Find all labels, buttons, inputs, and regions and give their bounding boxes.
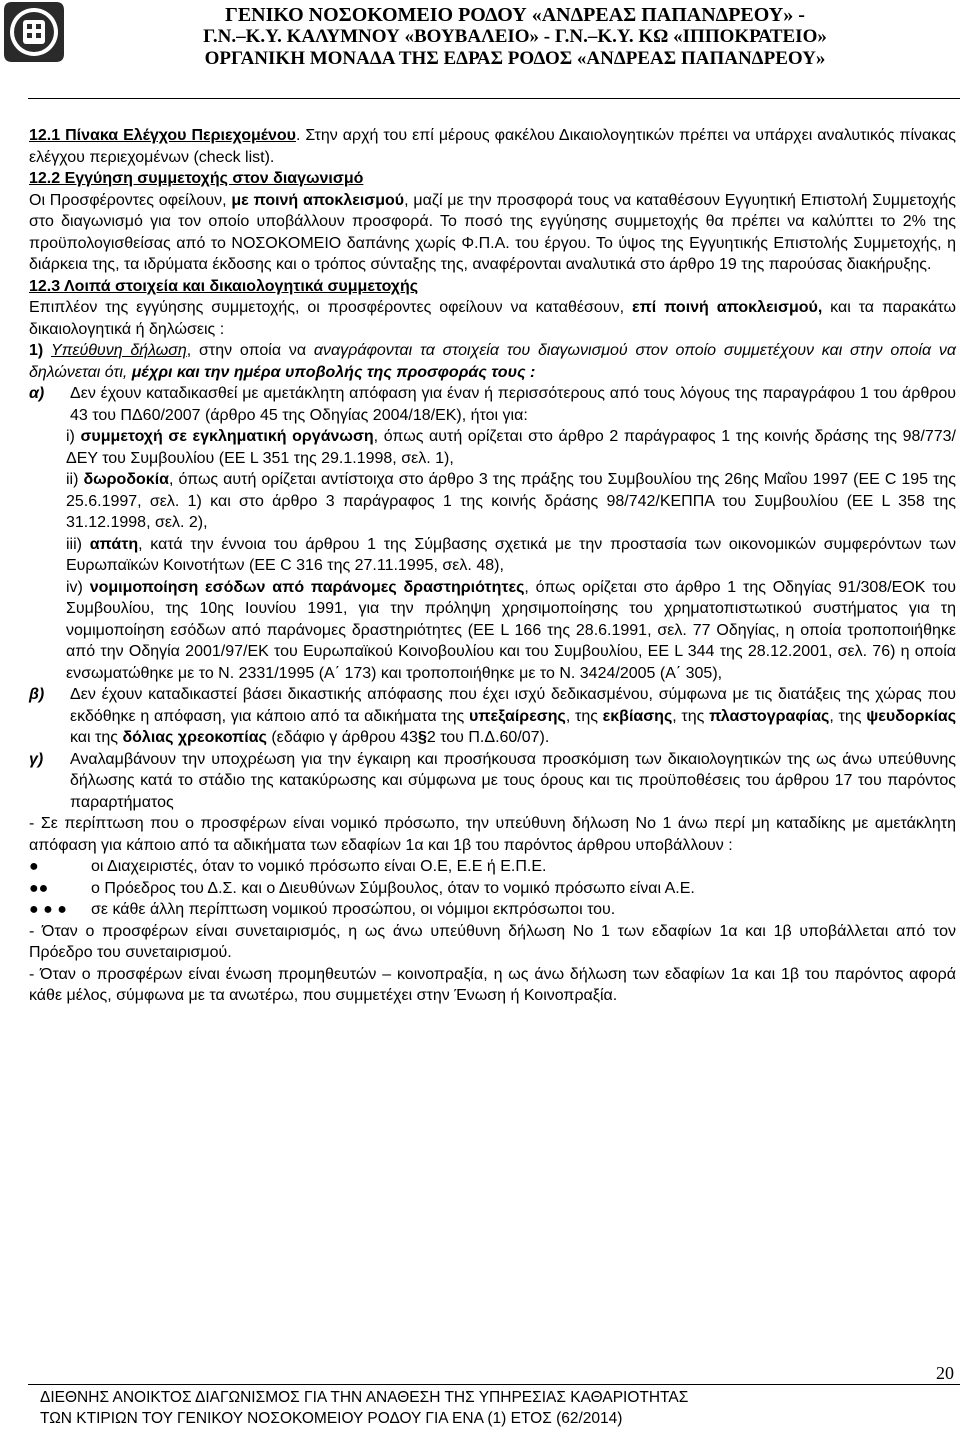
s123-t2: και τα παρακάτω δικαιολογητικά ή δηλώσεις : xyxy=(29,299,957,338)
section-12-1-title: 12.1 Πίνακα Ελέγχου Περιεχομένου xyxy=(29,127,296,144)
footer-line-1: ΔΙΕΘΝΗΣ ΑΝΟΙΚΤΟΣ ΔΙΑΓΩΝΙΣΜΟΣ ΓΙΑ ΤΗΝ ΑΝΑΘΕΣΗ ΤΗΣ ΥΠΗΡΕΣΙΑΣ ΚΑΘΑΡΙΟΤΗΤΑΣ xyxy=(40,1389,689,1406)
declaration-bold-italic: μέχρι και την ημέρα υποβολής της προσφοράς τους : xyxy=(131,363,536,381)
a-iii-text: , κατά την έννοια του άρθρου 1 της Σύμβασης σχετικά με την προστασία των οικονομικών συμφερόντων των Ευρωπαϊκών Κοινοτήτων (ΕΕ C 316 της 27.11.1995, σελ. 48), xyxy=(66,535,957,574)
bullet-3-text: σε κάθε άλλη περίπτωση νομικού προσώπου, οι νόμιμοι εκπρόσωποι του. xyxy=(91,901,616,918)
page-number: 20 xyxy=(936,1363,954,1383)
bullet-3 xyxy=(29,899,956,921)
section-12-3-intro xyxy=(29,297,956,340)
declaration-1 xyxy=(29,340,956,383)
b-b6: § xyxy=(417,729,427,746)
a-iii-pre: iii) xyxy=(66,535,90,553)
bullet-2 xyxy=(29,878,956,900)
section-12-1-text: . Στην αρχή του επί μέρους φακέλου Δικαιολογητικών πρέπει να υπάρχει αναλυτικός πίνακας ελέγχου περιεχομένων (check list). xyxy=(29,127,957,166)
s123-t1: Επιπλέον της εγγύησης συμμετοχής, οι προσφέροντες οφείλουν να καταθέσουν, xyxy=(29,299,632,316)
b-t7: 2 του Π.Δ.60/07). xyxy=(426,729,550,746)
footer-line-2: ΤΩΝ ΚΤΙΡΙΩΝ ΤΟΥ ΓΕΝΙΚΟΥ ΝΟΣΟΚΟΜΕΙΟΥ ΡΟΔΟΥ ΓΙΑ ΕΝΑ (1) ΕΤΟΣ (62/2014) xyxy=(40,1410,623,1427)
section-12-2-text xyxy=(29,190,956,276)
declaration-number: 1) xyxy=(29,342,44,359)
a-iv-text: , όπως ορίζεται στο άρθρο 1 της Οδηγίας 91/308/ΕΟΚ του Συμβουλίου, της 10ης Ιουνίου 1991, για την πρόληψη χρησιμοποίησης του χρηματοπιστωτικού συστήματος για τη νομιμοποίηση εσόδων από παράνομες δραστηριότητες (ΕΕ L 166 της 28.6.1991, σελ. 77 Οδηγίας, η οποία τροποποιήθηκε από την Οδηγία 2001/97/ΕΚ του Ευρωπαϊκού Κοινοβουλίου και του Συμβουλίου, ΕΕ L 344 της 28.12.2001, σελ. 76) η οποία ενσωματώθηκε με το Ν. 2331/1995 (Α΄ 173) και τροποποιήθηκε με το Ν. 3424/2005 (Α΄ 305), xyxy=(66,578,957,682)
declaration-label: Υπεύθυνη δήλωση xyxy=(51,342,187,359)
bullet-1-text: οι Διαχειριστές, όταν το νομικό πρόσωπο είναι Ο.Ε, Ε.Ε ή Ε.Π.Ε. xyxy=(91,858,547,875)
bullet-2-dots: ●● xyxy=(29,879,49,897)
b-t5: και της xyxy=(70,729,123,746)
a-iv-bold: νομιμοποίηση εσόδων από παράνομες δραστηριότητες xyxy=(89,578,525,596)
a-iii-bold: απάτη xyxy=(89,535,139,553)
section-12-3-title xyxy=(29,276,956,298)
item-c-label: γ) xyxy=(29,750,44,768)
declaration-t1: , στην οποία να xyxy=(186,342,314,359)
s122-t1: Οι Προσφέροντες οφείλουν, xyxy=(29,191,232,209)
document-body xyxy=(29,125,956,1007)
header-line-3: ΟΡΓΑΝΙΚΗ ΜΟΝΑΔΑ ΤΗΣ ΕΔΡΑΣ ΡΟΔΟΣ «ΑΝΔΡΕΑΣ ΠΑΠΑΝΔΡΕΟΥ» xyxy=(204,48,826,69)
b-t2: , της xyxy=(565,707,603,725)
section-12-1 xyxy=(29,125,956,168)
s123-t1b: επί ποινή αποκλεισμού, xyxy=(631,299,823,316)
a-ii-pre: ii) xyxy=(66,471,84,488)
b-t6: (εδάφιο γ άρθρου 43 xyxy=(266,729,418,746)
b-b3: πλαστογραφίας xyxy=(709,707,830,725)
item-c-text: Αναλαμβάνουν την υποχρέωση για την έγκαιρη και προσήκουσα προσκόμιση των δικαιολογητικών της ως άνω υπεύθυνης δήλωσης κατά το στάδιο της κατακύρωσης και σύμφωνα με τους όρους και τις προϋποθέσεις του άρθρου 17 του παρόντος παραρτήματος xyxy=(70,750,956,811)
a-ii-text: , όπως αυτή ορίζεται αντίστοιχα στο άρθρο 3 της πράξης του Συμβουλίου της 26ης Μαΐου 1997 (ΕΕ C 195 της 25.6.1997, σελ. 1) και στο άρθρο 3 παράγραφος 1 της κοινής δράσης 98/742/ΚΕΠΠΑ του Συμβουλίου (ΕΕ L 358 της 31.12.1998, σελ. 2), xyxy=(66,471,956,531)
document-header xyxy=(70,4,960,70)
item-a-label: α) xyxy=(29,385,45,402)
section-12-2-title xyxy=(29,168,956,190)
a-ii-bold: δωροδοκία xyxy=(83,471,170,488)
header-divider xyxy=(28,98,960,99)
b-t4: , της xyxy=(829,707,867,725)
item-b xyxy=(29,684,956,749)
a-i-text: , όπως αυτή ορίζεται στο άρθρο 2 παράγραφος 1 της κοινής δράσης της 98/773/ΔΕΥ του Συμβουλίου (ΕΕ L 351 της 29.1.1998, σελ. 1), xyxy=(66,428,956,467)
footer-divider xyxy=(28,1384,960,1385)
s122-t2: , μαζί με την προσφορά τους να καταθέσουν Εγγυητική Επιστολή Συμμετοχής στο διαγωνισμό για τον οποίο υποβάλλουν προσφορά. Το ποσό της εγγύησης συμμετοχής θα πρέπει να καλύπτει το 2% της προϋπολογισθείσας από το ΝΟΣΟΚΟΜΕΙΟ δαπάνης χωρίς Φ.Π.Α. του έργου. Το ύψος της Εγγυητικής Επιστολής Συμμετοχής, η διάρκεια της, τα ιδρύματα έκδοσης και ο τρόπος σύνταξης της, αναφέρονται αναλυτικά στο άρθρο 19 της παρούσας διακήρυξης. xyxy=(29,191,957,273)
b-b2: εκβίασης xyxy=(602,707,673,725)
bullet-1 xyxy=(29,856,956,878)
header-line-2: Γ.Ν.–Κ.Υ. ΚΑΛΥΜΝΟΥ «ΒΟΥΒΑΛΕΙΟ» - Γ.Ν.–Κ.Υ. ΚΩ «ΙΠΠΟΚΡΑΤΕΙΟ» xyxy=(203,26,827,47)
b-b4: ψευδορκίας xyxy=(866,707,957,725)
item-a-iii xyxy=(29,534,956,577)
a-iv-pre: iv) xyxy=(66,578,90,596)
item-a-iv xyxy=(29,577,956,685)
bullet-2-text: ο Πρόεδρος του Δ.Σ. και ο Διευθύνων Σύμβουλος, όταν το νομικό πρόσωπο είναι Α.Ε. xyxy=(91,879,695,897)
item-a xyxy=(29,383,956,426)
section-12-2-title-text: 12.2 Εγγύηση συμμετοχής στον διαγωνισμό xyxy=(29,170,364,187)
bullet-3-dots: ● ● ● xyxy=(29,901,67,918)
a-i-pre: i) xyxy=(66,428,81,445)
item-a-i xyxy=(29,426,956,469)
s122-t1b: με ποινή αποκλεισμού xyxy=(231,191,405,209)
legal-entity-note: - Σε περίπτωση που ο προσφέρων είναι νομικό πρόσωπο, την υπεύθυνη δήλωση Νο 1 άνω περί μη καταδίκης με αμετάκλητη απόφαση για κάποιο από τα αδικήματα των εδαφίων 1α και 1β του παρόντος άρθρου υποβάλλουν : xyxy=(29,815,956,854)
section-12-3-title-text: 12.3 Λοιπά στοιχεία και δικαιολογητικά συμμετοχής xyxy=(29,277,419,295)
b-t1: Δεν έχουν καταδικαστεί βάσει δικαστικής απόφασης που έχει ισχύ δεδικασμένου, σύμφωνα με τις διατάξεις της χώρας που εκδόθηκε η απόφαση, για κάποιο από τα αδικήματα της xyxy=(70,686,956,725)
item-a-text: Δεν έχουν καταδικασθεί με αμετάκλητη απόφαση για έναν ή περισσότερους από τους λόγους της παραγράφου 1 του άρθρου 43 του ΠΔ60/2007 (άρθρο 45 της Οδηγίας 2004/18/ΕΚ), ήτοι για: xyxy=(70,385,956,424)
item-b-label: β) xyxy=(29,686,45,703)
b-t3: , της xyxy=(672,707,710,725)
bullet-1-dots: ● xyxy=(29,858,39,875)
declaration-italic: αναγράφονται τα στοιχεία του διαγωνισμού στον οποίο συμμετέχουν και στην οποία να δηλώνεται ότι, xyxy=(29,342,957,381)
hospital-logo xyxy=(4,2,64,62)
b-b1: υπεξαίρεσης xyxy=(468,707,566,725)
a-i-bold: συμμετοχή σε εγκληματική οργάνωση xyxy=(80,428,374,445)
item-a-ii xyxy=(29,469,956,534)
cooperative-note: - Όταν ο προσφέρων είναι συνεταιρισμός, η ως άνω υπεύθυνη δήλωση Νο 1 των εδαφίων 1α και 1β υποβάλλεται από τον Πρόεδρο του συνεταιρισμού. xyxy=(29,922,956,961)
b-b5: δόλιας χρεοκοπίας xyxy=(122,729,267,746)
item-c xyxy=(29,749,956,814)
document-footer xyxy=(40,1387,940,1429)
consortium-note: - Όταν ο προσφέρων είναι ένωση προμηθευτών – κοινοπραξία, η ως άνω δήλωση των εδαφίων 1α και 1β του παρόντος αφορά κάθε μέλος, σύμφωνα με τα ανωτέρω, που συμμετέχει στην Ένωση ή Κοινοπραξία. xyxy=(29,965,956,1004)
header-line-1: ΓΕΝΙΚΟ ΝΟΣΟΚΟΜΕΙΟ ΡΟΔΟΥ «ΑΝΔΡΕΑΣ ΠΑΠΑΝΔΡΕΟΥ» - xyxy=(225,4,805,26)
